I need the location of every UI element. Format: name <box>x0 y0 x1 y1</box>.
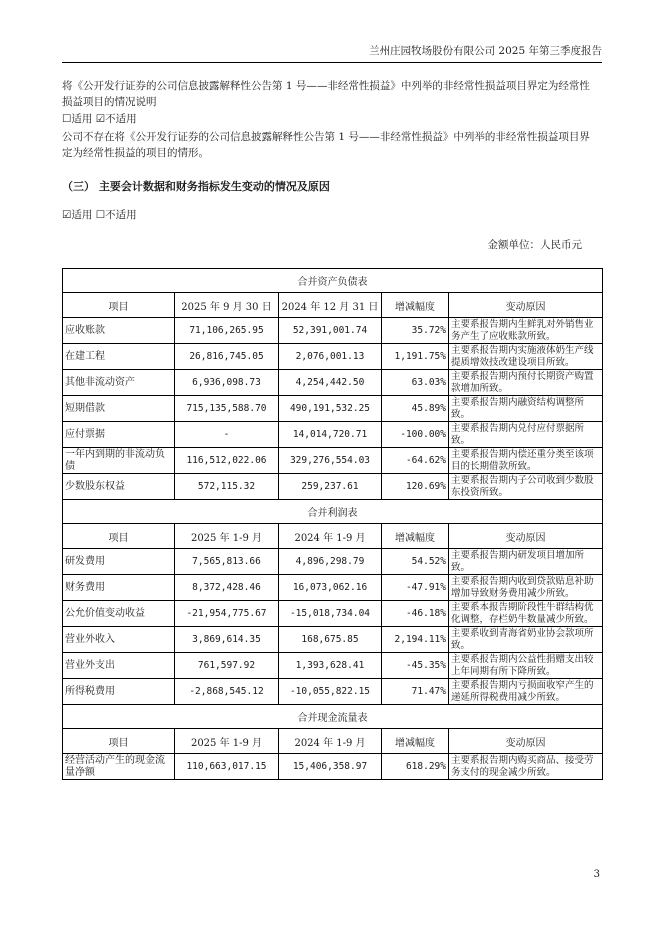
table-row <box>63 754 603 780</box>
change-rate-cell: -47.91% <box>382 575 449 601</box>
item-cell: 应收账款 <box>63 318 175 344</box>
current-value-cell: 71,106,265.95 <box>175 318 279 344</box>
cashflow-header-row <box>63 729 603 754</box>
table-row <box>63 396 603 422</box>
current-value-cell: 7,565,813.66 <box>175 549 279 575</box>
table-row <box>63 474 603 500</box>
reason-cell: 主要系报告期内融资结构调整所致。 <box>449 396 603 422</box>
table-row <box>63 370 603 396</box>
column-header: 2025 年 1-9 月 <box>175 524 279 549</box>
column-header: 2024 年 1-9 月 <box>279 729 382 754</box>
reason-cell: 主要系报告期内兑付应付票据所致。 <box>449 422 603 448</box>
item-cell: 应付票据 <box>63 422 175 448</box>
current-value-cell: 110,663,017.15 <box>175 754 279 780</box>
intro-paragraph-1: 将《公开发行证券的公司信息披露解释性公告第 1 号——非经常性损益》中列举的非经常性损益项目界定为经常性损益项目的情况说明 <box>62 80 590 108</box>
reason-cell: 主要系报告期内公益性捐赠支出较上年同期有所下降所致。 <box>449 653 603 679</box>
page-header: 兰州庄园牧场股份有限公司 2025 年第三季度报告 <box>369 45 602 57</box>
current-value-cell: -21,954,775.67 <box>175 601 279 627</box>
change-rate-cell: -45.35% <box>382 653 449 679</box>
prior-value-cell: 16,073,062.16 <box>279 575 382 601</box>
item-cell: 营业外支出 <box>63 653 175 679</box>
table-row <box>63 549 603 575</box>
financial-changes-table <box>62 268 603 780</box>
column-header: 项目 <box>63 524 175 549</box>
change-rate-cell: 63.03% <box>382 370 449 396</box>
table-row <box>63 448 603 474</box>
column-header: 2024 年 1-9 月 <box>279 524 382 549</box>
column-header: 2025 年 9 月 30 日 <box>175 293 279 318</box>
reason-cell: 主要系报告期内偿还重分类至该项目的长期借款所致。 <box>449 448 603 474</box>
prior-value-cell: -10,055,822.15 <box>279 679 382 705</box>
change-rate-cell: 45.89% <box>382 396 449 422</box>
column-header: 增减幅度 <box>382 524 449 549</box>
prior-value-cell: 168,675.85 <box>279 627 382 653</box>
table-row <box>63 575 603 601</box>
change-rate-cell: 618.29% <box>382 754 449 780</box>
table-row <box>63 601 603 627</box>
reason-cell: 主要系报告期内预付长期资产购置款增加所致。 <box>449 370 603 396</box>
current-value-cell: 116,512,022.06 <box>175 448 279 474</box>
item-cell: 所得税费用 <box>63 679 175 705</box>
income-section-title: 合并利润表 <box>63 500 603 524</box>
current-value-cell: 3,869,614.35 <box>175 627 279 653</box>
reason-cell: 主要系报告期内生鲜乳对外销售业务产生了应收账款所致。 <box>449 318 603 344</box>
column-header: 项目 <box>63 729 175 754</box>
item-cell: 营业外收入 <box>63 627 175 653</box>
reason-cell: 主要系报告期内亏损面收窄产生的递延所得税费用减少所致。 <box>449 679 603 705</box>
page-number: 3 <box>593 869 600 880</box>
item-cell: 财务费用 <box>63 575 175 601</box>
column-header: 增减幅度 <box>382 293 449 318</box>
current-value-cell: 715,135,588.70 <box>175 396 279 422</box>
change-rate-cell: 54.52% <box>382 549 449 575</box>
table-row <box>63 344 603 370</box>
prior-value-cell: 4,254,442.50 <box>279 370 382 396</box>
table-row <box>63 627 603 653</box>
cashflow-section-title-row <box>63 705 603 729</box>
table-row <box>63 653 603 679</box>
prior-value-cell: 259,237.61 <box>279 474 382 500</box>
currency-unit-note: 金额单位：人民币元 <box>487 239 582 251</box>
change-rate-cell: 120.69% <box>382 474 449 500</box>
table-row <box>63 679 603 705</box>
current-value-cell: - <box>175 422 279 448</box>
item-cell: 在建工程 <box>63 344 175 370</box>
item-cell: 其他非流动资产 <box>63 370 175 396</box>
column-header: 2024 年 12 月 31 日 <box>279 293 382 318</box>
item-cell: 研发费用 <box>63 549 175 575</box>
current-value-cell: -2,868,545.12 <box>175 679 279 705</box>
intro-paragraph-2: 公司不存在将《公开发行证券的公司信息披露解释性公告第 1 号——非经常性损益》中列举的非经常性损益项目界定为经常性损益的项目的情形。 <box>62 131 590 159</box>
current-value-cell: 8,372,428.46 <box>175 575 279 601</box>
item-cell: 经营活动产生的现金流量净额 <box>63 754 175 780</box>
prior-value-cell: 329,276,554.03 <box>279 448 382 474</box>
balance-header-row <box>63 293 603 318</box>
table-row <box>63 318 603 344</box>
income-header-row <box>63 524 603 549</box>
income-section-title-row <box>63 500 603 524</box>
change-rate-cell: -46.18% <box>382 601 449 627</box>
current-value-cell: 26,816,745.05 <box>175 344 279 370</box>
balance-section-title: 合并资产负债表 <box>63 269 603 293</box>
cashflow-section-title: 合并现金流量表 <box>63 705 603 729</box>
header-rule <box>62 62 602 63</box>
column-header: 2025 年 1-9 月 <box>175 729 279 754</box>
current-value-cell: 6,936,098.73 <box>175 370 279 396</box>
intro-applicability: ☐适用 ☑不适用 <box>62 113 137 125</box>
prior-value-cell: 490,191,532.25 <box>279 396 382 422</box>
change-rate-cell: 2,194.11% <box>382 627 449 653</box>
prior-value-cell: -15,018,734.04 <box>279 601 382 627</box>
item-cell: 公允价值变动收益 <box>63 601 175 627</box>
item-cell: 一年内到期的非流动负债 <box>63 448 175 474</box>
prior-value-cell: 14,014,720.71 <box>279 422 382 448</box>
item-cell: 短期借款 <box>63 396 175 422</box>
prior-value-cell: 15,406,358.97 <box>279 754 382 780</box>
column-header: 变动原因 <box>449 524 603 549</box>
reason-cell: 主要系报告期内收到贷款贴息补助增加导致财务费用减少所致。 <box>449 575 603 601</box>
column-header: 增减幅度 <box>382 729 449 754</box>
reason-cell: 主要系报告期内购买商品、接受劳务支付的现金减少所致。 <box>449 754 603 780</box>
change-rate-cell: 71.47% <box>382 679 449 705</box>
change-rate-cell: 35.72% <box>382 318 449 344</box>
reason-cell: 主要系报告期内实施液体奶生产线提质增效技改建设项目所致。 <box>449 344 603 370</box>
column-header: 变动原因 <box>449 729 603 754</box>
balance-section-title-row <box>63 269 603 293</box>
prior-value-cell: 2,076,001.13 <box>279 344 382 370</box>
column-header: 变动原因 <box>449 293 603 318</box>
column-header: 项目 <box>63 293 175 318</box>
change-rate-cell: -100.00% <box>382 422 449 448</box>
prior-value-cell: 4,896,298.79 <box>279 549 382 575</box>
reason-cell: 主要系报告期内子公司收到少数股东投资所致。 <box>449 474 603 500</box>
item-cell: 少数股东权益 <box>63 474 175 500</box>
current-value-cell: 572,115.32 <box>175 474 279 500</box>
current-value-cell: 761,597.92 <box>175 653 279 679</box>
change-rate-cell: -64.62% <box>382 448 449 474</box>
reason-cell: 主要系本报告期阶段性牛群结构优化调整，存栏奶牛数量减少所致。 <box>449 601 603 627</box>
change-rate-cell: 1,191.75% <box>382 344 449 370</box>
table-row <box>63 422 603 448</box>
section-applicability: ☑适用 ☐不适用 <box>62 209 137 221</box>
reason-cell: 主要系收到青海省奶业协会款项所致。 <box>449 627 603 653</box>
section-heading: （三） 主要会计数据和财务指标发生变动的情况及原因 <box>62 180 330 193</box>
reason-cell: 主要系报告期内研发项目增加所致。 <box>449 549 603 575</box>
prior-value-cell: 1,393,628.41 <box>279 653 382 679</box>
prior-value-cell: 52,391,001.74 <box>279 318 382 344</box>
